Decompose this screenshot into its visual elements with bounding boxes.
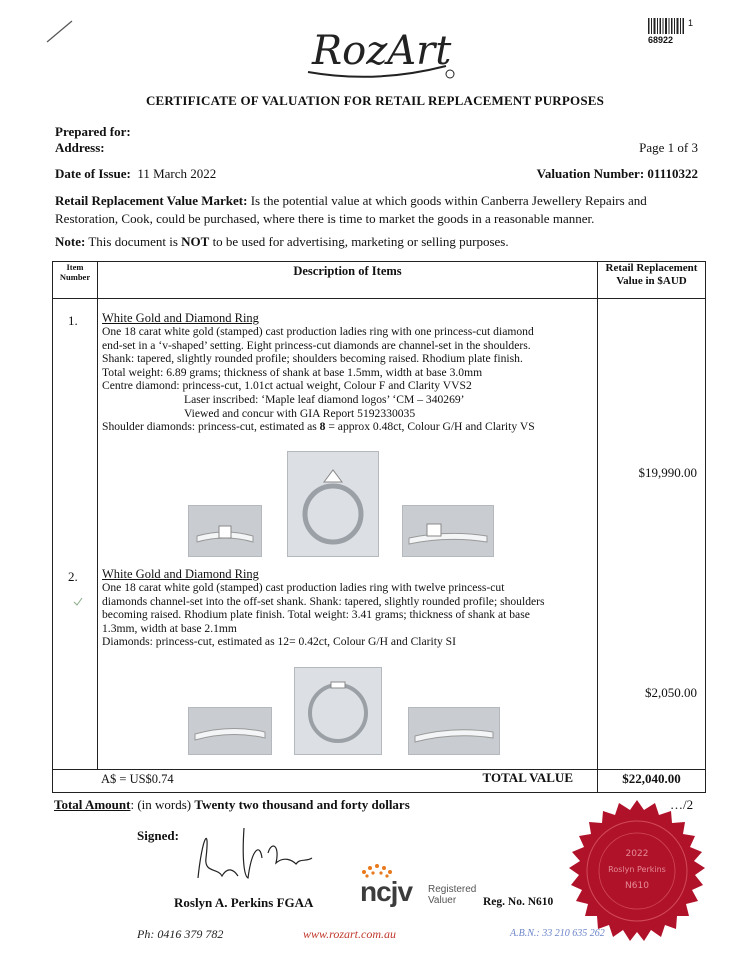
- address-label: Address:: [55, 140, 105, 155]
- barcode-label: [648, 18, 718, 58]
- ncjv-logo: [352, 862, 502, 908]
- valuation-value: 01110322: [647, 166, 698, 181]
- total-label-cell: [53, 770, 598, 793]
- item-1-line: One 18 carat white gold (stamped) cast production ladies ring with one princess-cut diamond: [102, 325, 534, 338]
- items-table: [52, 261, 706, 793]
- item-1-inscription: Laser inscribed: ‘Maple leaf diamond logos’ ‘CM – 340269’: [184, 392, 465, 406]
- item-header-line1: Item: [66, 262, 84, 272]
- item-1-line: Total weight: 6.89 grams; thickness of shank at base 1.5mm, width at base 3.0mm: [102, 365, 483, 379]
- market-line1: Is the potential value at which goods within Canberra Jewellery Repairs and: [250, 193, 647, 208]
- item-header-line2: Number: [59, 272, 91, 282]
- ring-2-profile-photo: [408, 707, 500, 755]
- valuation-label: Valuation Number:: [536, 166, 645, 181]
- total-value: $22,040.00: [622, 771, 681, 786]
- item-1-gia-report: Viewed and concur with GIA Report 5192330035: [184, 406, 416, 420]
- item-number-cell: [53, 299, 98, 770]
- valuation-number: [537, 166, 698, 182]
- note-emph: NOT: [181, 234, 210, 249]
- item-2-number: 2.: [68, 569, 78, 584]
- note-post: to be used for advertising, marketing or selling purposes.: [212, 234, 509, 249]
- item-2-line: One 18 carat white gold (stamped) cast production ladies ring with twelve princess-cut: [102, 581, 505, 594]
- signature-image: [188, 818, 328, 888]
- value-header-line2: Value in $AUD: [616, 275, 687, 287]
- item-1-line: Centre diamond: princess-cut, 1.01ct actual weight, Colour F and Clarity VVS2: [102, 379, 472, 393]
- barcode-icon: [648, 18, 684, 34]
- item-1-shoulder-diamonds: [102, 420, 602, 434]
- ring-1-front-photo: [287, 451, 379, 557]
- total-amount-mid: : (in words): [130, 797, 192, 812]
- shoulder-count: 8: [319, 420, 326, 434]
- note-paragraph: [55, 234, 509, 250]
- value-cell: [598, 299, 706, 770]
- ring-icon: [189, 708, 271, 754]
- date-of-issue: [55, 166, 216, 182]
- footer-phone: Ph: 0416 379 782: [137, 927, 224, 941]
- market-paragraph: [55, 192, 705, 228]
- total-value-cell: [598, 770, 706, 793]
- shoulder-pre: Shoulder diamonds: princess-cut, estimated as: [102, 420, 317, 434]
- item-1-line: Shank: tapered, slightly rounded profile; shoulders becoming raised. Rhodium plate finish.: [102, 352, 523, 366]
- seal-year: 2022: [625, 849, 649, 859]
- item-1-line: end-set in a ‘v-shaped’ setting. Eight princess-cut diamonds are channel-set in the shoulders.: [102, 338, 531, 352]
- seal-icon: [562, 798, 712, 948]
- date-label: Date of Issue:: [55, 166, 131, 181]
- total-value-label: TOTAL VALUE: [482, 770, 573, 785]
- ring-1-profile-photo: [402, 505, 494, 557]
- ring-2-side-photo: [188, 707, 272, 755]
- ncjv-text: ncjv: [360, 876, 413, 907]
- logo-text: RozArt: [312, 28, 452, 74]
- signed-label: Signed:: [137, 828, 179, 843]
- note-label: Note:: [55, 234, 86, 249]
- item-2-line: diamonds channel-set into the off-set shank. Shank: tapered, slightly rounded profile; shoulders: [102, 594, 545, 608]
- date-value: 11 March 2022: [137, 166, 217, 181]
- ring-icon: [403, 506, 493, 556]
- barcode-number: 68922: [648, 35, 674, 45]
- value-header: [598, 262, 706, 299]
- market-line2: Restoration, Cook, could be purchased, where there is time to market the goods in a reasonable manner.: [55, 211, 595, 226]
- ring-icon: [288, 452, 378, 556]
- exchange-rate: A$ = US$0.74: [101, 772, 174, 786]
- total-amount-label: Total Amount: [54, 797, 131, 812]
- item-1-value: $19,990.00: [638, 465, 697, 480]
- item-2-line: Diamonds: princess-cut, estimated as 12= 0.42ct, Colour G/H and Clarity SI: [102, 635, 456, 649]
- table-total-row: [53, 770, 706, 793]
- seal-name: Roslyn Perkins: [608, 865, 666, 874]
- item-2-title: White Gold and Diamond Ring: [102, 567, 259, 581]
- page-number: Page 1 of 3: [639, 140, 698, 155]
- registration-number: Reg. No. N610: [483, 896, 554, 908]
- shoulder-post: = approx 0.48ct, Colour G/H and Clarity VS: [328, 420, 535, 434]
- seal-reg: N610: [625, 881, 649, 891]
- description-header-label: Description of Items: [293, 264, 402, 278]
- rozart-logo: [296, 14, 466, 86]
- valuer-name: Roslyn A. Perkins FGAA: [174, 895, 314, 910]
- table-header-row: [53, 262, 706, 299]
- item-1-description: [102, 311, 602, 434]
- item-1-title: White Gold and Diamond Ring: [102, 311, 259, 325]
- value-header-line1: Retail Replacement: [605, 262, 698, 274]
- item-number-header: [53, 262, 98, 299]
- total-amount-words: [54, 797, 410, 813]
- footer-website[interactable]: www.rozart.com.au: [303, 927, 397, 941]
- note-pre: This document is: [88, 234, 178, 249]
- item-2-value: $2,050.00: [645, 685, 697, 700]
- ring-2-front-photo: [294, 667, 382, 755]
- total-amount-text: Twenty two thousand and forty dollars: [194, 797, 410, 812]
- ncjv-line1: Registered: [428, 884, 477, 895]
- table-body-row: [53, 299, 706, 770]
- description-cell: [98, 299, 598, 770]
- pen-mark: [45, 18, 75, 44]
- market-label: Retail Replacement Value Market:: [55, 193, 248, 208]
- ring-icon: [295, 668, 381, 754]
- prepared-for-label: Prepared for:: [55, 124, 131, 139]
- ncjv-line2: Valuer: [428, 895, 457, 906]
- item-2-line: 1.3mm, width at base 2.1mm: [102, 621, 237, 635]
- item-2-line: becoming raised. Rhodium plate finish. Total weight: 3.41 grams; thickness of shank at base: [102, 608, 530, 622]
- document-title: CERTIFICATE OF VALUATION FOR RETAIL REPLACEMENT PURPOSES: [145, 93, 605, 108]
- barcode-note: 1: [688, 18, 694, 28]
- valuer-seal: [562, 798, 712, 948]
- footer-abn: A.B.N.: 33 210 635 262: [510, 928, 605, 939]
- ring-1-side-photo: [188, 505, 262, 557]
- ring-icon: [189, 506, 261, 556]
- description-header: [98, 262, 598, 299]
- registered-valuer: [428, 884, 476, 906]
- item-1-number: 1.: [68, 313, 78, 328]
- check-mark: [73, 597, 83, 607]
- item-2-description: [102, 567, 602, 649]
- continued-marker: …/2: [670, 797, 694, 812]
- ring-icon: [409, 708, 499, 754]
